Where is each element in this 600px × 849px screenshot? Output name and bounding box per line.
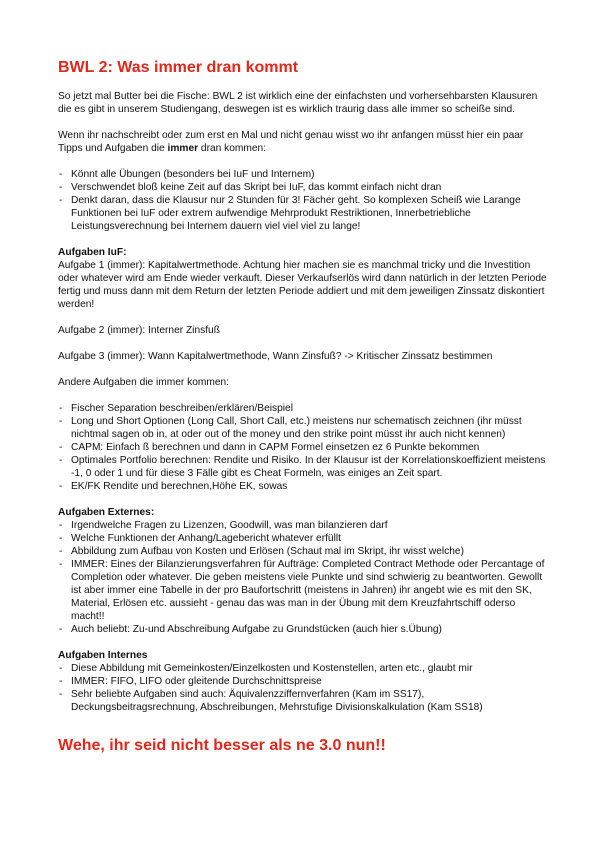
internes-list bbox=[58, 662, 548, 714]
iuf-task-2: Aufgabe 2 (immer): Interner Zinsfuß bbox=[58, 325, 220, 336]
list-item: - Sehr beliebte Aufgaben sind auch: Äquivalenzziffernverfahren (Kam im SS17), Deckungsbeitragsrechnung, Abschreibungen, Mehrstufige Divisionskalkulation (Kam SS18) bbox=[58, 688, 548, 714]
externes-list bbox=[58, 519, 548, 636]
list-item: - Irgendwelche Fragen zu Lizenzen, Goodwill, was man bilanzieren darf bbox=[58, 519, 548, 532]
list-item: - Long und Short Optionen (Long Call, Short Call, etc.) meistens nur schematisch zeichnen (ihr müsst nichtmal sagen ob in, at oder out of the money und den strike point müsst ihr auch nicht kennen) bbox=[58, 415, 548, 441]
intro2-text-after: dran kommen: bbox=[198, 143, 267, 154]
iuf-others-heading: Andere Aufgaben die immer kommen: bbox=[58, 377, 230, 388]
intro2-text-before: Wenn ihr nachschreibt oder zum erst en Mal und nicht genau wisst wo ihr anfangen müsst hier ein paar Tipps und Aufgaben die bbox=[58, 130, 524, 154]
list-item: - Optimales Portfolio berechnen: Rendite und Risiko. In der Klausur ist der Korrelationskoeffizient meistens -1, 0 oder 1 und für diese 3 Fälle gibt es Cheat Formeln, was einiges an Zeit spart. bbox=[58, 454, 548, 480]
section-heading-internes: Aufgaben Internes bbox=[58, 650, 148, 661]
list-item: - Fischer Separation beschreiben/erklären/Beispiel bbox=[58, 402, 548, 415]
intro-paragraph-2 bbox=[58, 129, 548, 155]
list-item: - Abbildung zum Aufbau von Kosten und Erlösen (Schaut mal im Skript, ihr wisst welche) bbox=[58, 545, 548, 558]
iuf-task-1: Aufgabe 1 (immer): Kapitalwertmethode. Achtung hier machen sie es manchmal tricky und die Investition oder whatever wird am Ende wieder verkauft. Dieser Verkaufserlös wird dann natürlich in der letzten Periode fertig und muss dann mit dem Return der letzten Periode addiert und mit dem jeweiligen Zinssatz diskontiert werden! bbox=[58, 260, 547, 310]
intro2-bold-word: immer bbox=[167, 143, 199, 154]
list-item: - Diese Abbildung mit Gemeinkosten/Einzelkosten und Kostenstellen, arten etc., glaubt mir bbox=[58, 662, 548, 675]
tips-list bbox=[58, 168, 548, 233]
document-title: BWL 2: Was immer dran kommt bbox=[58, 59, 299, 76]
list-item: - IMMER: FIFO, LIFO oder gleitende Durchschnittspreise bbox=[58, 675, 548, 688]
list-item: - Denkt daran, dass die Klausur nur 2 Stunden für 3! Fächer geht. So komplexen Scheiß wie Larange Funktionen bei IuF oder extrem aufwendige Mehrprodukt Restriktionen, Innerbetriebliche Leistungsverechnung bei Internem dauern viel viel viel zu lange! bbox=[58, 194, 548, 233]
list-item: - Könnt alle Übungen (besonders bei IuF und Internem) bbox=[58, 168, 548, 181]
iuf-others-list bbox=[58, 402, 548, 493]
section-heading-externes: Aufgaben Externes: bbox=[58, 507, 155, 518]
list-item: - EK/FK Rendite und berechnen,Höhe EK, sowas bbox=[58, 480, 548, 493]
list-item: - IMMER: Eines der Bilanzierungsverfahren für Aufträge: Completed Contract Methode oder Percantage of Completion oder whatever. Die geben meistens viele Punkte und sind schwierig zu beantworten. Gewollt ist aber immer eine Tabelle in der pro Baufortschritt (meistens in Jahren) ihr angebt wie es mit den SK, Material, Erlösen etc. aussieht - genau das was man in der Übung mit dem Kreuzfahrtschiff oderso macht!! bbox=[58, 558, 548, 623]
iuf-task-3: Aufgabe 3 (immer): Wann Kapitalwertmethode, Wann Zinsfuß? -> Kritischer Zinssatz bestimmen bbox=[58, 351, 493, 362]
list-item: - Auch beliebt: Zu-und Abschreibung Aufgabe zu Grundstücken (auch hier s.Übung) bbox=[58, 623, 548, 636]
closing-statement: Wehe, ihr seid nicht besser als ne 3.0 nun!! bbox=[58, 737, 386, 754]
document-page bbox=[58, 58, 548, 772]
list-item: - Welche Funktionen der Anhang/Lagebericht whatever erfüllt bbox=[58, 532, 548, 545]
section-heading-iuf: Aufgaben IuF: bbox=[58, 247, 127, 258]
list-item: - Verschwendet bloß keine Zeit auf das Skript bei IuF, das kommt einfach nicht dran bbox=[58, 181, 548, 194]
intro-paragraph: So jetzt mal Butter bei die Fische: BWL 2 ist wirklich eine der einfachsten und vorhersehbarsten Klausuren die es gibt in unserem Studiengang, deswegen ist es wirklich traurig dass alle immer so scheiße sind. bbox=[58, 91, 538, 115]
list-item: - CAPM: Einfach ß berechnen und dann in CAPM Formel einsetzen ez 6 Punkte bekommen bbox=[58, 441, 548, 454]
